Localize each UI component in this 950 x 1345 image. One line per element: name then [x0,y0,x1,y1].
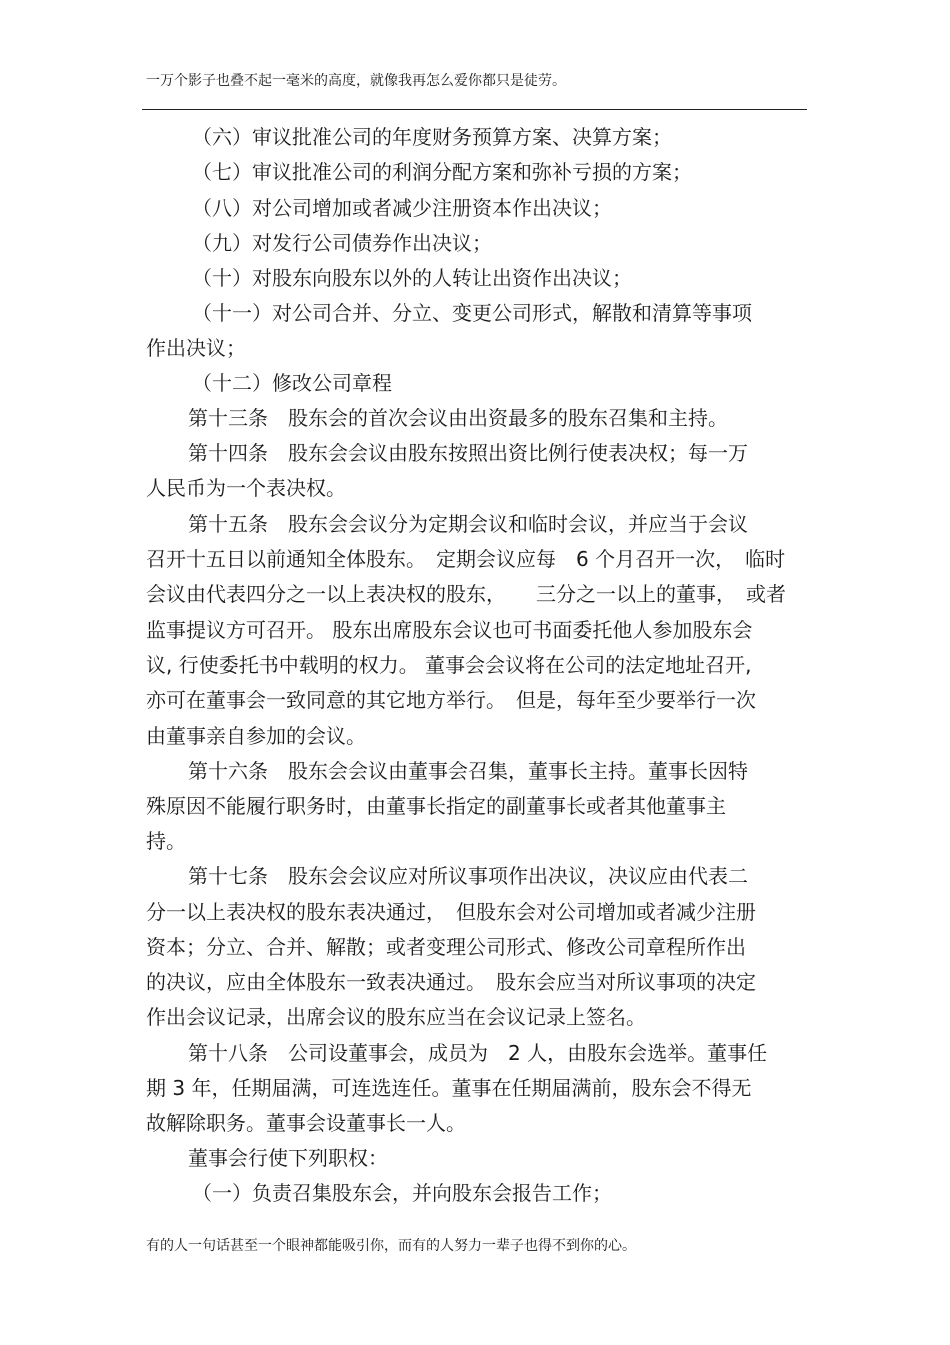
text-line: 第十三条 股东会的首次会议由出资最多的股东召集和主持。 [188,406,728,430]
text-line: 董事会行使下列职权： [188,1146,388,1170]
text-line: 第十七条 股东会会议应对所议事项作出决议，决议应由代表二 [188,864,748,888]
text-line: 的决议，应由全体股东一致表决通过。 股东会应当对所议事项的决定 [146,970,756,994]
text-line: （十）对股东向股东以外的人转让出资作出决议； [192,266,632,290]
text-line: （十二）修改公司章程 [192,371,392,395]
text-line: 持。 [146,829,186,853]
text-line: 第十八条 公司设董事会，成员为 2 人，由股东会选举。董事任 [188,1041,768,1065]
text-line: （十一）对公司合并、分立、变更公司形式，解散和清算等事项 [192,301,752,325]
text-line: （一）负责召集股东会，并向股东会报告工作； [192,1181,612,1205]
text-line: 分一以上表决权的股东表决通过， 但股东会对公司增加或者减少注册 [146,900,756,924]
text-line: 会议由代表四分之一以上表决权的股东， 三分之一以上的董事， 或者 [146,582,786,606]
text-line: 故解除职务。董事会设董事长一人。 [146,1111,466,1135]
text-line: 第十六条 股东会会议由董事会召集，董事长主持。董事长因特 [188,759,748,783]
text-line: 作出会议记录，出席会议的股东应当在会议记录上签名。 [146,1005,646,1029]
page-footer-text: 有的人一句话甚至一个眼神都能吸引你，而有的人努力一辈子也得不到你的心。 [146,1238,636,1254]
text-line: （六）审议批准公司的年度财务预算方案、决算方案； [192,125,672,149]
header-divider [142,109,807,110]
text-line: （八）对公司增加或者减少注册资本作出决议； [192,196,612,220]
text-line: 人民币为一个表决权。 [146,476,346,500]
page-header-text: 一万个影子也叠不起一毫米的高度，就像我再怎么爱你都只是徒劳。 [146,73,566,89]
text-line: 议, 行使委托书中载明的权力。 董事会会议将在公司的法定地址召开, [146,653,752,677]
text-line: 期 3 年，任期届满，可连选连任。董事在任期届满前，股东会不得无 [146,1076,752,1100]
text-line: 第十四条 股东会会议由股东按照出资比例行使表决权；每一万 [188,441,748,465]
text-line: 监事提议方可召开。 股东出席股东会议也可书面委托他人参加股东会 [146,618,753,642]
text-line: 资本；分立、合并、解散；或者变理公司形式、修改公司章程所作出 [146,935,746,959]
text-line: 殊原因不能履行职务时，由董事长指定的副董事长或者其他董事主 [146,794,726,818]
text-line: 作出决议； [146,336,246,360]
text-line: 亦可在董事会一致同意的其它地方举行。 但是，每年至少要举行一次 [146,688,756,712]
text-line: （九）对发行公司债券作出决议； [192,231,492,255]
text-line: 由董事亲自参加的会议。 [146,724,366,748]
text-line: 召开十五日以前通知全体股东。 定期会议应每 6 个月召开一次， 临时 [146,547,786,571]
text-line: （七）审议批准公司的利润分配方案和弥补亏损的方案； [192,160,692,184]
text-line: 第十五条 股东会会议分为定期会议和临时会议，并应当于会议 [188,512,748,536]
